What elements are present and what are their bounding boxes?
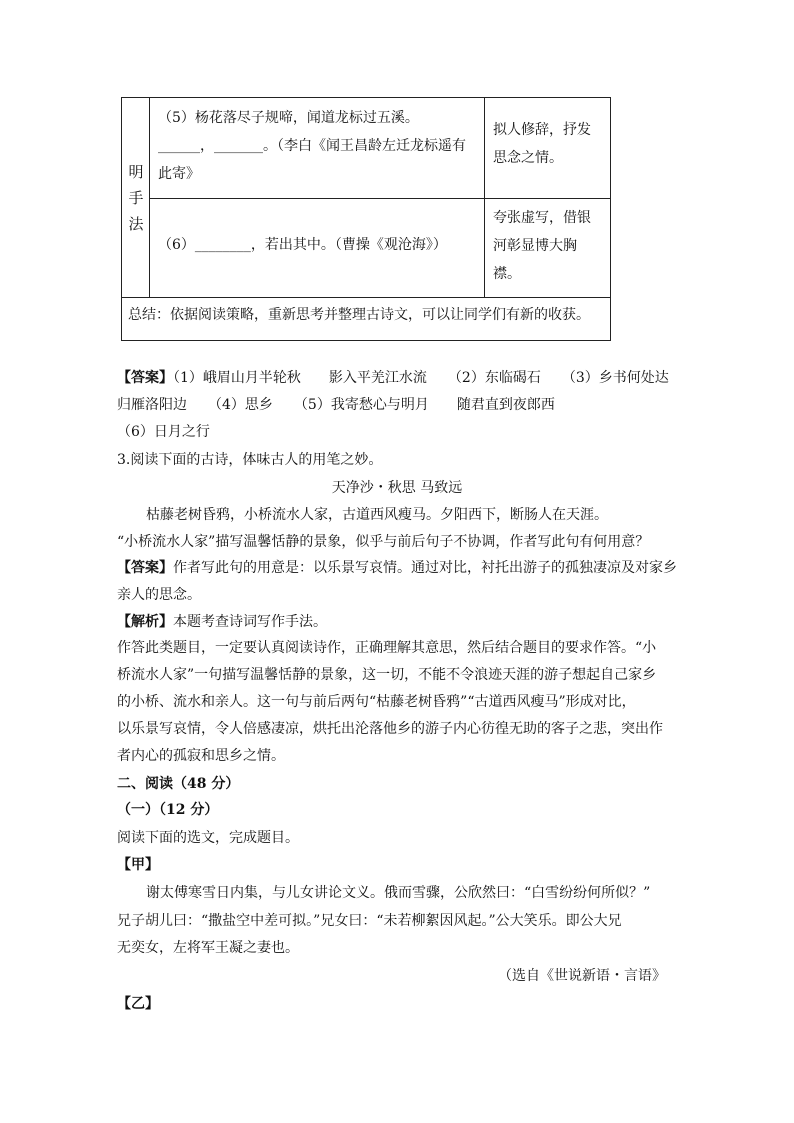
analysis-line: 的小桥、流水和亲人。这一句与前后两句“枯藤老树昏鸦”“古道西风瘦马”形成对比， bbox=[117, 694, 636, 710]
passage-source: （选自《世说新语・言语》 bbox=[498, 968, 666, 984]
row5-line: （5）杨花落尽子规啼，闻道龙标过五溪。 bbox=[158, 110, 419, 126]
side-label-char: 法 bbox=[128, 215, 144, 233]
passage-line: 无奕女，左将军王凝之妻也。 bbox=[117, 940, 299, 956]
table-divider bbox=[122, 297, 611, 298]
analysis-line: 以乐景写哀情，令人倍感凄凉，烘托出沦落他乡的游子内心彷徨无助的客子之悲，突出作 bbox=[117, 721, 663, 737]
side-label bbox=[122, 98, 150, 298]
row6-note-line: 河彰显博大胸 bbox=[493, 238, 577, 254]
side-label-char: 明 bbox=[128, 163, 144, 181]
table-summary: 总结：依据阅读策略，重新思考并整理古诗文，可以让同学们有新的收获。 bbox=[128, 307, 590, 323]
section-heading: 二、阅读（48 分） bbox=[117, 776, 240, 792]
side-label-char: 手 bbox=[128, 189, 144, 207]
table-divider bbox=[149, 198, 611, 199]
row5-note-line: 思念之情。 bbox=[493, 150, 563, 166]
row5-line: ______，_______。（李白《闻王昌龄左迁龙标遥有 bbox=[158, 138, 466, 154]
question-text: “小桥流水人家”描写温馨恬静的景象，似乎与前后句子不协调，作者写此句有何用意？ bbox=[117, 534, 650, 550]
answer-line: 亲人的思念。 bbox=[117, 587, 201, 603]
passage-line: 谢太傅寒雪日内集，与儿女讲论文义。俄而雪骤，公欣然曰：“白雪纷纷何所似？” bbox=[146, 885, 651, 901]
passage-label-yi: 【乙】 bbox=[117, 996, 159, 1012]
row6-content: （6）________，若出其中。（曹操《观沧海》） bbox=[158, 237, 447, 253]
poem-text: 枯藤老树昏鸦，小桥流水人家，古道西风瘦马。夕阳西下，断肠人在天涯。 bbox=[146, 507, 608, 523]
row6-note bbox=[493, 204, 591, 288]
analysis-line bbox=[117, 611, 327, 633]
answer-text: 作者写此句的用意是：以乐景写哀情。通过对比，衬托出游子的孤独凄凉及对家乡 bbox=[173, 560, 677, 576]
row5-content bbox=[158, 104, 466, 188]
subsection-heading: （一）（12 分） bbox=[117, 802, 219, 818]
analysis-line: 桥流水人家”一句描写温馨恬静的景象，这一切，不能不令浪迹天涯的游子想起自己家乡 bbox=[117, 667, 657, 683]
analysis-text: 本题考查诗词写作手法。 bbox=[173, 614, 327, 630]
answer-line: （6）日月之行 bbox=[117, 424, 210, 440]
answer-label: 【答案】 bbox=[117, 560, 173, 576]
technique-table bbox=[121, 97, 611, 341]
question-prompt: 3.阅读下面的古诗，体味古人的用笔之妙。 bbox=[117, 452, 383, 468]
row5-note bbox=[493, 116, 591, 172]
answer-label: 【答案】 bbox=[117, 370, 173, 386]
instruction-text: 阅读下面的选文，完成题目。 bbox=[117, 830, 299, 846]
answer-line bbox=[117, 557, 677, 579]
analysis-line: 者内心的孤寂和思乡之情。 bbox=[117, 748, 285, 764]
answer-text: （1）峨眉山月半轮秋 影入平羌江水流 （2）东临碣石 （3）乡书何处达 bbox=[173, 370, 669, 386]
analysis-line: 作答此类题目，一定要认真阅读诗作，正确理解其意思，然后结合题目的要求作答。“小 bbox=[117, 640, 657, 656]
row5-note-line: 拟人修辞，抒发 bbox=[493, 122, 591, 138]
poem-title: 天净沙・秋思 马致远 bbox=[331, 480, 463, 496]
row5-line: 此寄》 bbox=[158, 166, 200, 182]
passage-label-jia: 【甲】 bbox=[117, 857, 159, 873]
answer-line: 归雁洛阳边 （4）思乡 （5）我寄愁心与明月 随君直到夜郎西 bbox=[117, 397, 555, 413]
passage-line: 兄子胡儿曰：“撒盐空中差可拟。”兄女曰：“未若柳絮因风起。”公大笑乐。即公大兄 bbox=[117, 913, 622, 929]
row6-note-line: 襟。 bbox=[493, 266, 521, 282]
analysis-label: 【解析】 bbox=[117, 614, 173, 630]
row6-note-line: 夸张虚写，借银 bbox=[493, 210, 591, 226]
answer-line bbox=[117, 367, 669, 389]
